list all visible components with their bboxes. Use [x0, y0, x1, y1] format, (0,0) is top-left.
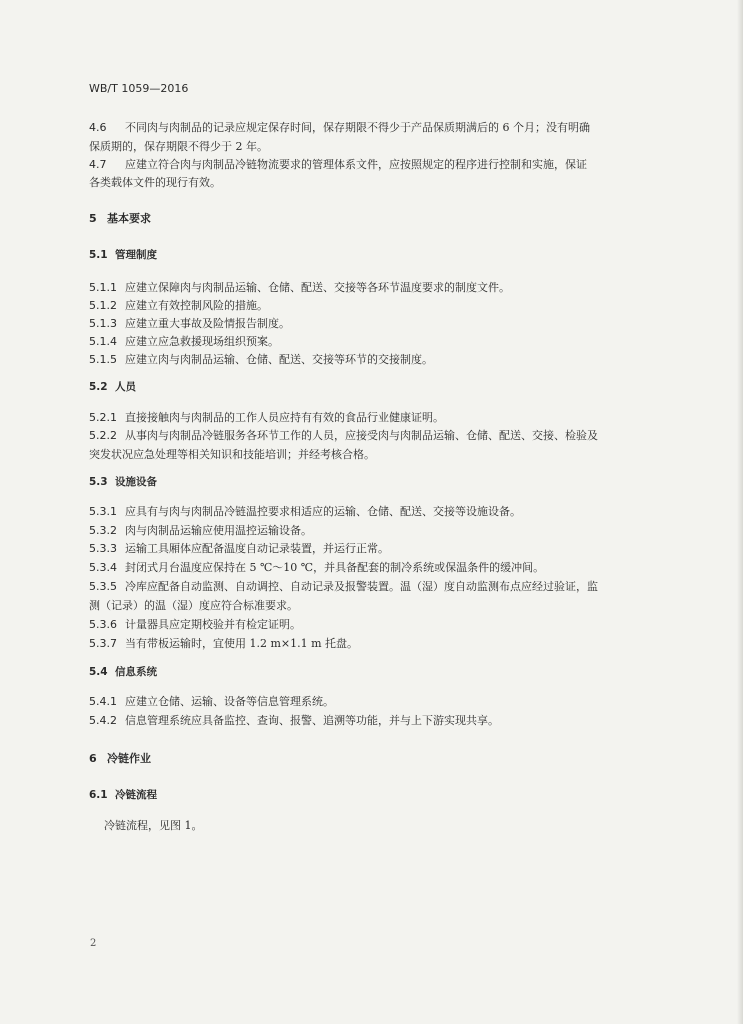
clause-text: 应建立重大事故及险情报告制度。	[125, 317, 290, 330]
clause-text: 应建立保障肉与肉制品运输、仓储、配送、交接等各环节温度要求的制度文件。	[125, 281, 510, 294]
clause-5-1-3	[89, 317, 290, 331]
clause-text: 信息管理系统应具备监控、查询、报警、追溯等功能，并与上下游实现共享。	[125, 714, 499, 727]
clause-text: 封闭式月台温度应保持在 5 ℃～10 ℃，并具备配套的制冷系统或保温条件的缓冲间。	[125, 561, 545, 574]
section-5-2-heading	[89, 380, 136, 394]
section-5-3-heading	[89, 475, 157, 489]
clause-number: 5.3.2	[89, 524, 117, 537]
clause-5-1-4	[89, 335, 279, 349]
clause-text: 当有带板运输时，宜使用 1.2 m×1.1 m 托盘。	[125, 637, 359, 650]
clause-4-7	[89, 158, 587, 172]
section-5-1-heading	[89, 248, 157, 262]
clause-5-3-1	[89, 505, 521, 519]
section-number: 5.2	[89, 381, 108, 393]
section-title: 冷链作业	[107, 752, 151, 765]
section-title: 设施设备	[115, 476, 157, 488]
clause-number: 5.3.5	[89, 580, 117, 593]
clause-5-3-6	[89, 618, 301, 632]
clause-5-3-7	[89, 637, 358, 651]
clause-5-3-4	[89, 561, 544, 575]
section-number: 6.1	[89, 789, 108, 801]
clause-5-4-1	[89, 695, 334, 709]
clause-number: 5.3.6	[89, 618, 117, 631]
section-5-heading	[89, 212, 151, 226]
clause-text: 突发状况应急处理等相关知识和技能培训；并经考核合格。	[89, 448, 375, 461]
clause-5-1-1	[89, 281, 510, 295]
section-title: 冷链流程	[115, 789, 157, 801]
clause-5-3-5	[89, 580, 598, 594]
clause-text: 应建立有效控制风险的措施。	[125, 299, 268, 312]
clause-5-1-2	[89, 299, 268, 313]
clause-number: 5.3.3	[89, 542, 117, 555]
clause-text: 肉与肉制品运输应使用温控运输设备。	[125, 524, 312, 537]
clause-text: 应建立应急救援现场组织预案。	[125, 335, 279, 348]
section-number: 5.4	[89, 666, 108, 678]
clause-number: 5.4.1	[89, 695, 117, 708]
clause-5-3-3	[89, 542, 389, 556]
section-6-1-heading	[89, 788, 157, 802]
clause-5-3-5-cont	[89, 599, 298, 613]
clause-text: 保质期的，保存期限不得少于 2 年。	[89, 140, 268, 153]
clause-5-2-1	[89, 411, 444, 425]
clause-text: 应建立肉与肉制品运输、仓储、配送、交接等环节的交接制度。	[125, 353, 433, 366]
clause-4-6-cont	[89, 140, 268, 154]
doc-header-code: WB/T 1059—2016	[89, 82, 189, 95]
section-6-heading	[89, 752, 151, 766]
clause-text: 各类载体文件的现行有效。	[89, 176, 221, 189]
section-number: 5	[89, 212, 97, 225]
clause-5-2-2-cont	[89, 448, 375, 462]
clause-number: 5.4.2	[89, 714, 117, 727]
paragraph-6-1	[104, 819, 203, 833]
clause-number: 5.1.3	[89, 317, 117, 330]
clause-number: 5.1.5	[89, 353, 117, 366]
section-title: 管理制度	[115, 249, 157, 261]
clause-number: 5.1.2	[89, 299, 117, 312]
clause-text: 应具有与肉与肉制品冷链温控要求相适应的运输、仓储、配送、交接等设施设备。	[125, 505, 521, 518]
clause-text: 冷库应配备自动监测、自动调控、自动记录及报警装置。温（湿）度自动监测布点应经过验证，监	[125, 580, 598, 593]
clause-5-3-2	[89, 524, 312, 538]
clause-4-6	[89, 121, 590, 135]
clause-number: 5.3.1	[89, 505, 117, 518]
clause-text: 从事肉与肉制品冷链服务各环节工作的人员，应接受肉与肉制品运输、仓储、配送、交接、检验及	[125, 429, 598, 442]
clause-text: 应建立符合肉与肉制品冷链物流要求的管理体系文件，应按照规定的程序进行控制和实施，保证	[125, 158, 587, 171]
section-title: 信息系统	[115, 666, 157, 678]
section-title: 基本要求	[107, 212, 151, 225]
clause-5-4-2	[89, 714, 499, 728]
section-5-4-heading	[89, 665, 157, 679]
clause-5-2-2	[89, 429, 598, 443]
clause-number: 5.1.1	[89, 281, 117, 294]
clause-5-1-5	[89, 353, 433, 367]
clause-number: 4.7	[89, 158, 107, 171]
clause-text: 不同肉与肉制品的记录应规定保存时间，保存期限不得少于产品保质期满后的 6 个月；没有明确	[125, 121, 590, 134]
page-number: 2	[90, 938, 97, 949]
clause-number: 5.1.4	[89, 335, 117, 348]
clause-text: 运输工具厢体应配备温度自动记录装置，并运行正常。	[125, 542, 389, 555]
clause-text: 测（记录）的温（湿）度应符合标准要求。	[89, 599, 298, 612]
section-number: 6	[89, 752, 97, 765]
section-number: 5.3	[89, 476, 108, 488]
paragraph-text: 冷链流程，见图 1。	[104, 819, 203, 832]
clause-text: 计量器具应定期校验并有检定证明。	[125, 618, 301, 631]
clause-number: 4.6	[89, 121, 107, 134]
clause-number: 5.2.2	[89, 429, 117, 442]
clause-number: 5.3.4	[89, 561, 117, 574]
section-number: 5.1	[89, 249, 108, 261]
clause-text: 直接接触肉与肉制品的工作人员应持有有效的食品行业健康证明。	[125, 411, 444, 424]
section-title: 人员	[115, 381, 136, 393]
clause-number: 5.3.7	[89, 637, 117, 650]
clause-number: 5.2.1	[89, 411, 117, 424]
scan-edge-shadow	[737, 0, 743, 1024]
clause-text: 应建立仓储、运输、设备等信息管理系统。	[125, 695, 334, 708]
clause-4-7-cont	[89, 176, 221, 190]
